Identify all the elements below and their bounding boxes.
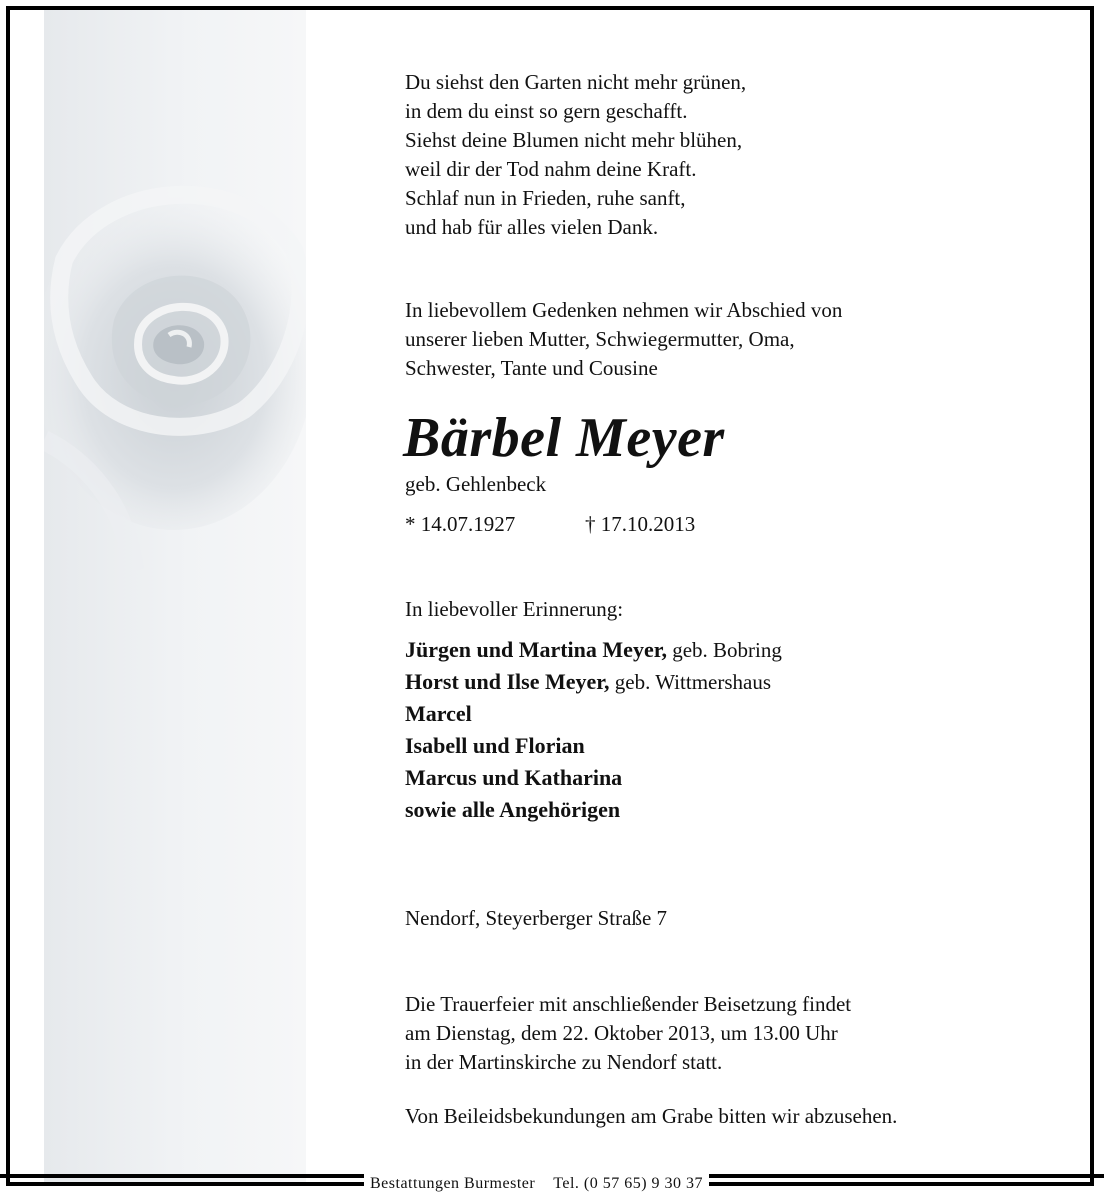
poem [405, 68, 746, 242]
poem-line: und hab für alles vielen Dank. [405, 215, 659, 239]
address: Nendorf, Steyerberger Straße 7 [405, 906, 668, 930]
intro-line: In liebevollem Gedenken nehmen wir Abschied von [405, 298, 843, 322]
family-suffix: geb. Wittmershaus [609, 670, 772, 694]
list-item [405, 698, 782, 730]
deceased-name: Bärbel Meyer [403, 407, 725, 469]
list-item [405, 634, 782, 666]
service-line: Die Trauerfeier mit anschließender Beisetzung findet [405, 992, 852, 1016]
life-dates [405, 510, 695, 539]
list-item [405, 666, 782, 698]
poem-line: Du siehst den Garten nicht mehr grünen, [405, 70, 747, 94]
death-date: † 17.10.2013 [585, 512, 696, 536]
birth-date: * 14.07.1927 [405, 512, 516, 536]
family-name: Horst und Ilse Meyer, [405, 669, 610, 694]
maiden-name: geb. Gehlenbeck [405, 472, 547, 496]
obituary-frame [6, 6, 1094, 1186]
family-name: Jürgen und Martina Meyer, [405, 637, 667, 662]
list-item [405, 730, 782, 762]
family-name: sowie alle Angehörigen [405, 797, 621, 822]
family-name: Marcus und Katharina [405, 765, 623, 790]
poem-line: Siehst deine Blumen nicht mehr blühen, [405, 128, 743, 152]
family-name: Marcel [405, 701, 472, 726]
poem-line: Schlaf nun in Frieden, ruhe sanft, [405, 186, 686, 210]
remembrance-label: In liebevoller Erinnerung: [405, 597, 624, 621]
poem-line: in dem du einst so gern geschafft. [405, 99, 688, 123]
intro-text [405, 296, 842, 383]
service-info [405, 990, 851, 1077]
service-line: in der Martinskirche zu Nendorf statt. [405, 1050, 723, 1074]
service-line: am Dienstag, dem 22. Oktober 2013, um 13.00 Uhr [405, 1021, 838, 1045]
footer [364, 1173, 709, 1193]
intro-line: unserer lieben Mutter, Schwiegermutter, Oma, [405, 327, 795, 351]
list-item [405, 762, 782, 794]
family-list [405, 634, 782, 826]
family-suffix: geb. Bobring [666, 638, 782, 662]
condolence-note: Von Beileidsbekundungen am Grabe bitten wir abzusehen. [405, 1104, 898, 1128]
phone-number: Tel. (0 57 65) 9 30 37 [553, 1175, 704, 1192]
funeral-home-name: Bestattungen Burmester [370, 1175, 536, 1192]
rose-image [44, 140, 306, 570]
list-item [405, 794, 782, 826]
poem-line: weil dir der Tod nahm deine Kraft. [405, 157, 697, 181]
decorative-side-strip [44, 10, 306, 1182]
intro-line: Schwester, Tante und Cousine [405, 356, 658, 380]
family-name: Isabell und Florian [405, 733, 585, 758]
